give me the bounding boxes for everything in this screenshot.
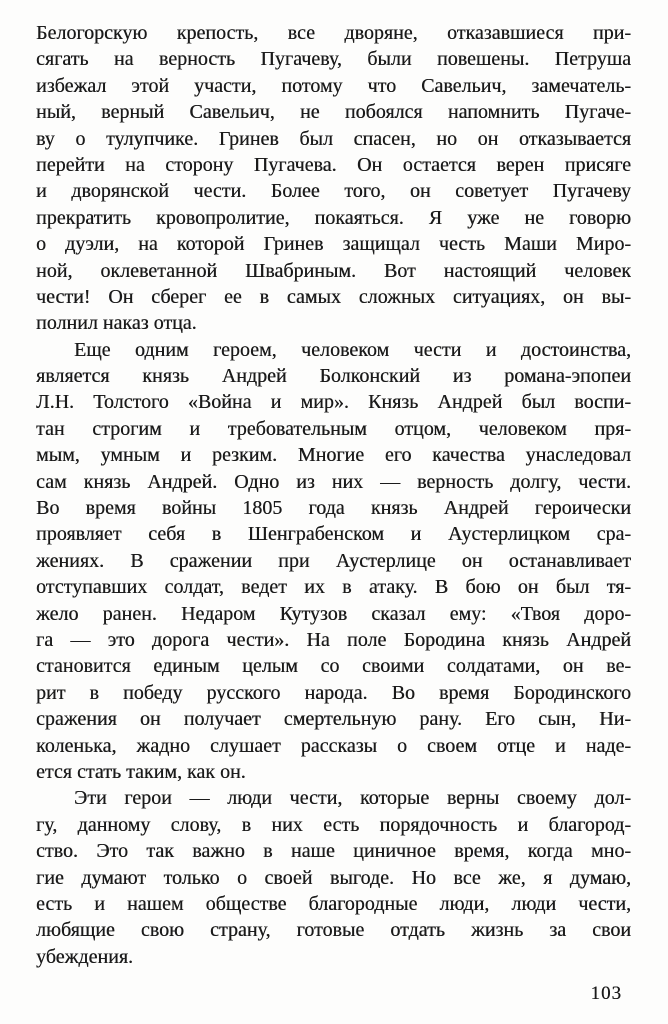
text-line: сражения он получает смертельную рану. Его сын, Ни-: [36, 708, 631, 731]
text-line: становится единым целым со своими солдатами, он ве-: [36, 655, 631, 678]
text-line: мым, умным и резким. Многие его качества унаследовал: [36, 444, 631, 467]
text-line: убеждения.: [36, 945, 134, 968]
text-line: есть и нашем обществе благородные люди, люди чести,: [36, 892, 631, 915]
text-line: рит в победу русского народа. Во время Бородинского: [36, 681, 631, 704]
text-line: любящие свою страну, готовые отдать жизнь за свои: [36, 919, 631, 942]
text-line: Еще одним героем, человеком чести и достоинства,: [74, 338, 631, 361]
text-line: отступавших солдат, ведет их в атаку. В бою он был тя-: [36, 576, 631, 599]
text-line: гие думают только о своей выгоде. Но все же, я думаю,: [36, 866, 631, 889]
text-line: сам князь Андрей. Одно из них — верность долгу, чести.: [36, 470, 631, 493]
text-line: ву о тулупчике. Гринев был спасен, но он отказывается: [36, 127, 631, 150]
text-line: о дуэли, на которой Гринев защищал честь Маши Миро-: [36, 233, 631, 256]
text-line: и дворянской чести. Более того, он советует Пугачеву: [36, 180, 631, 203]
text-line: перейти на сторону Пугачева. Он остается верен присяге: [36, 153, 631, 176]
text-line: Л.Н. Толстого «Война и мир». Князь Андрей был воспи-: [36, 391, 631, 414]
text-line: тан строгим и требовательным отцом, человеком пря-: [36, 417, 631, 440]
text-line: ный, верный Савельич, не побоялся напомнить Пугаче-: [36, 101, 631, 124]
text-line: коленька, жадно слушает рассказы о своем отце и наде-: [36, 734, 631, 757]
text-line: гу, данному слову, в них есть порядочность и благород-: [36, 813, 631, 836]
paragraph-bolkonsky: [36, 337, 631, 786]
text-line: проявляет себя в Шенграбенском и Аустерлицком сра-: [36, 523, 631, 546]
text-line: Во время войны 1805 года князь Андрей героически: [36, 497, 631, 520]
text-line: Эти герои — люди чести, которые верны своему дол-: [74, 787, 631, 810]
text-line: га — это дорога чести». На поле Бородина князь Андрей: [36, 628, 631, 651]
text-line: Белогорскую крепость, все дворяне, отказавшиеся при-: [36, 22, 631, 44]
text-line: ется стать таким, как он.: [36, 760, 246, 783]
paragraph-conclusion: [36, 785, 631, 970]
text-line: избежал этой участи, потому что Савельич, замечатель-: [36, 74, 631, 97]
text-line: полнил наказ отца.: [36, 312, 197, 335]
text-line: прекратить кровопролитие, покаяться. Я уже не говорю: [36, 206, 631, 229]
paragraph-continuation: [36, 20, 631, 337]
text-block: [36, 20, 631, 970]
text-line: чести! Он сберег ее в самых сложных ситуациях, он вы-: [36, 285, 631, 308]
text-line: жениях. В сражении при Аустерлице он останавливает: [36, 549, 631, 572]
page-number: 103: [590, 983, 622, 1004]
text-line: является князь Андрей Болконский из романа-эпопеи: [36, 365, 631, 388]
text-line: сягать на верность Пугачеву, были повешены. Петруша: [36, 48, 631, 71]
text-line: жело ранен. Недаром Кутузов сказал ему: «Твоя доро-: [36, 602, 631, 625]
text-line: ство. Это так важно в наше циничное время, когда мно-: [36, 840, 631, 863]
text-line: ной, оклеветанной Швабриным. Вот настоящий человек: [36, 259, 631, 282]
